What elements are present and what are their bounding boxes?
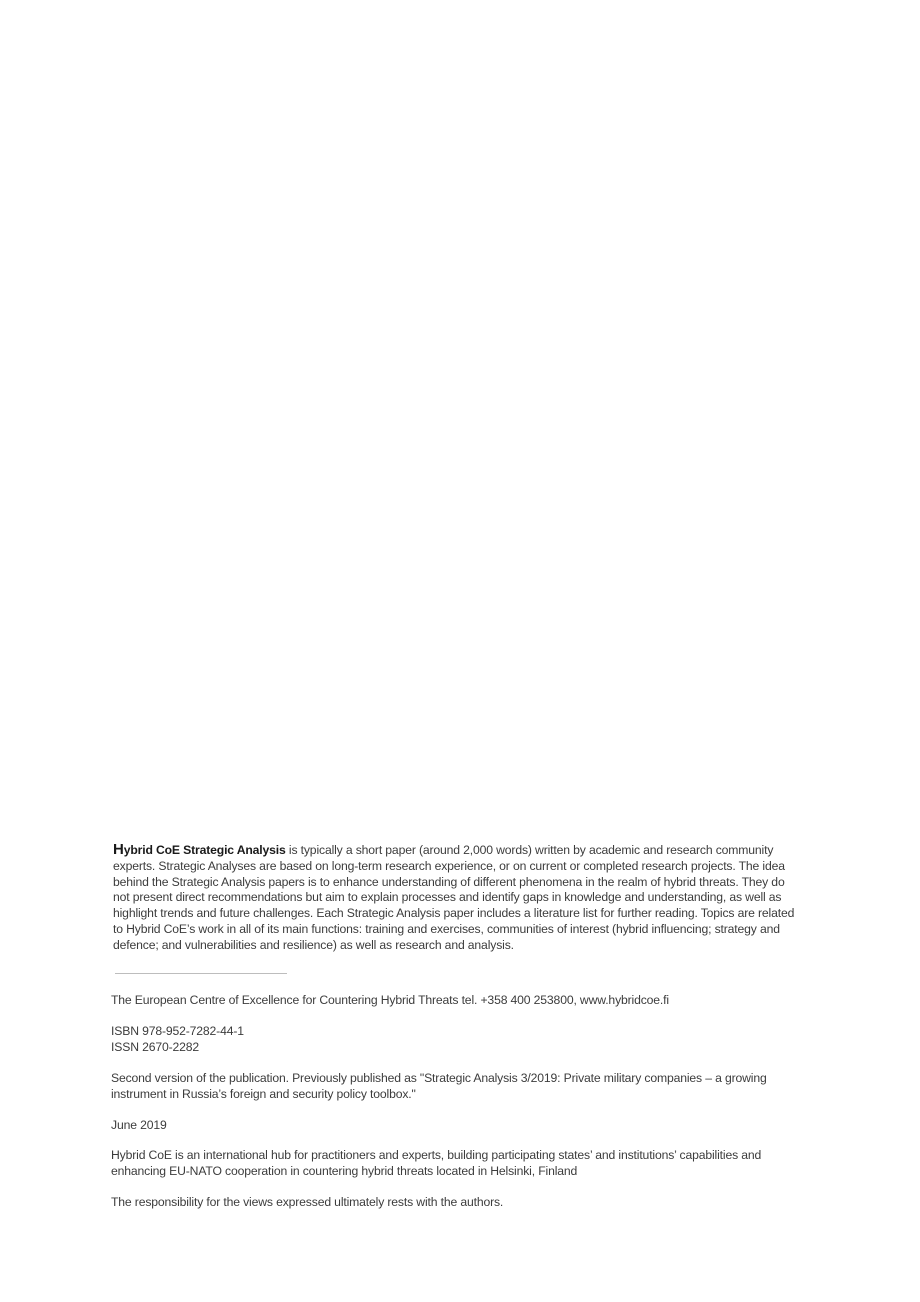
series-description-text: is typically a short paper (around 2,000 words) written by academic and research community experts. Strategic Analyses are based on long-term research experience, or on current or completed research projects. The idea behind the Strategic Analysis papers is to enhance understanding of different phenomena in the realm of hybrid threats. They do not present direct recommendations but aim to explain processes and identify gaps in knowledge and understanding, as well as highlight trends and future challenges. Each Strategic Analysis paper includes a literature list for further reading. Topics are related to Hybrid CoE’s work in all of its main functions: training and exercises, communities of interest (hybrid influencing; strategy and defence; and vulnerabilities and resilience) as well as research and analysis. bbox=[113, 843, 795, 952]
publication-date bbox=[111, 1118, 801, 1134]
version-note bbox=[111, 1071, 801, 1103]
series-name bbox=[113, 843, 286, 857]
about-text: Hybrid CoE is an international hub for practitioners and experts, building participating states’ and institutions’ capabilities and enhancing EU-NATO cooperation in countering hybrid threats located in Helsinki, Finland bbox=[111, 1148, 762, 1178]
disclaimer bbox=[111, 1195, 801, 1211]
isbn-line: ISBN 978-952-7282-44-1 bbox=[111, 1024, 244, 1038]
disclaimer-text: The responsibility for the views expressed ultimately rests with the authors. bbox=[111, 1195, 504, 1209]
identifiers bbox=[111, 1024, 801, 1056]
version-note-text: Second version of the publication. Previously published as "Strategic Analysis 3/2019: Private military companies – a growing instrument in Russia’s foreign and security policy toolbox." bbox=[111, 1071, 767, 1101]
section-divider bbox=[115, 973, 287, 974]
about-hybrid-coe bbox=[111, 1148, 801, 1180]
contact-line: The European Centre of Excellence for Countering Hybrid Threats tel. +358 400 253800, www.hybridcoe.fi bbox=[111, 993, 669, 1007]
series-name-rest: ybrid CoE Strategic Analysis bbox=[123, 843, 286, 857]
issn-line: ISSN 2670-2282 bbox=[111, 1039, 200, 1054]
series-name-initial: H bbox=[113, 841, 124, 858]
publication-date-text: June 2019 bbox=[111, 1118, 167, 1132]
contact-info bbox=[111, 993, 801, 1009]
series-description bbox=[113, 842, 799, 954]
